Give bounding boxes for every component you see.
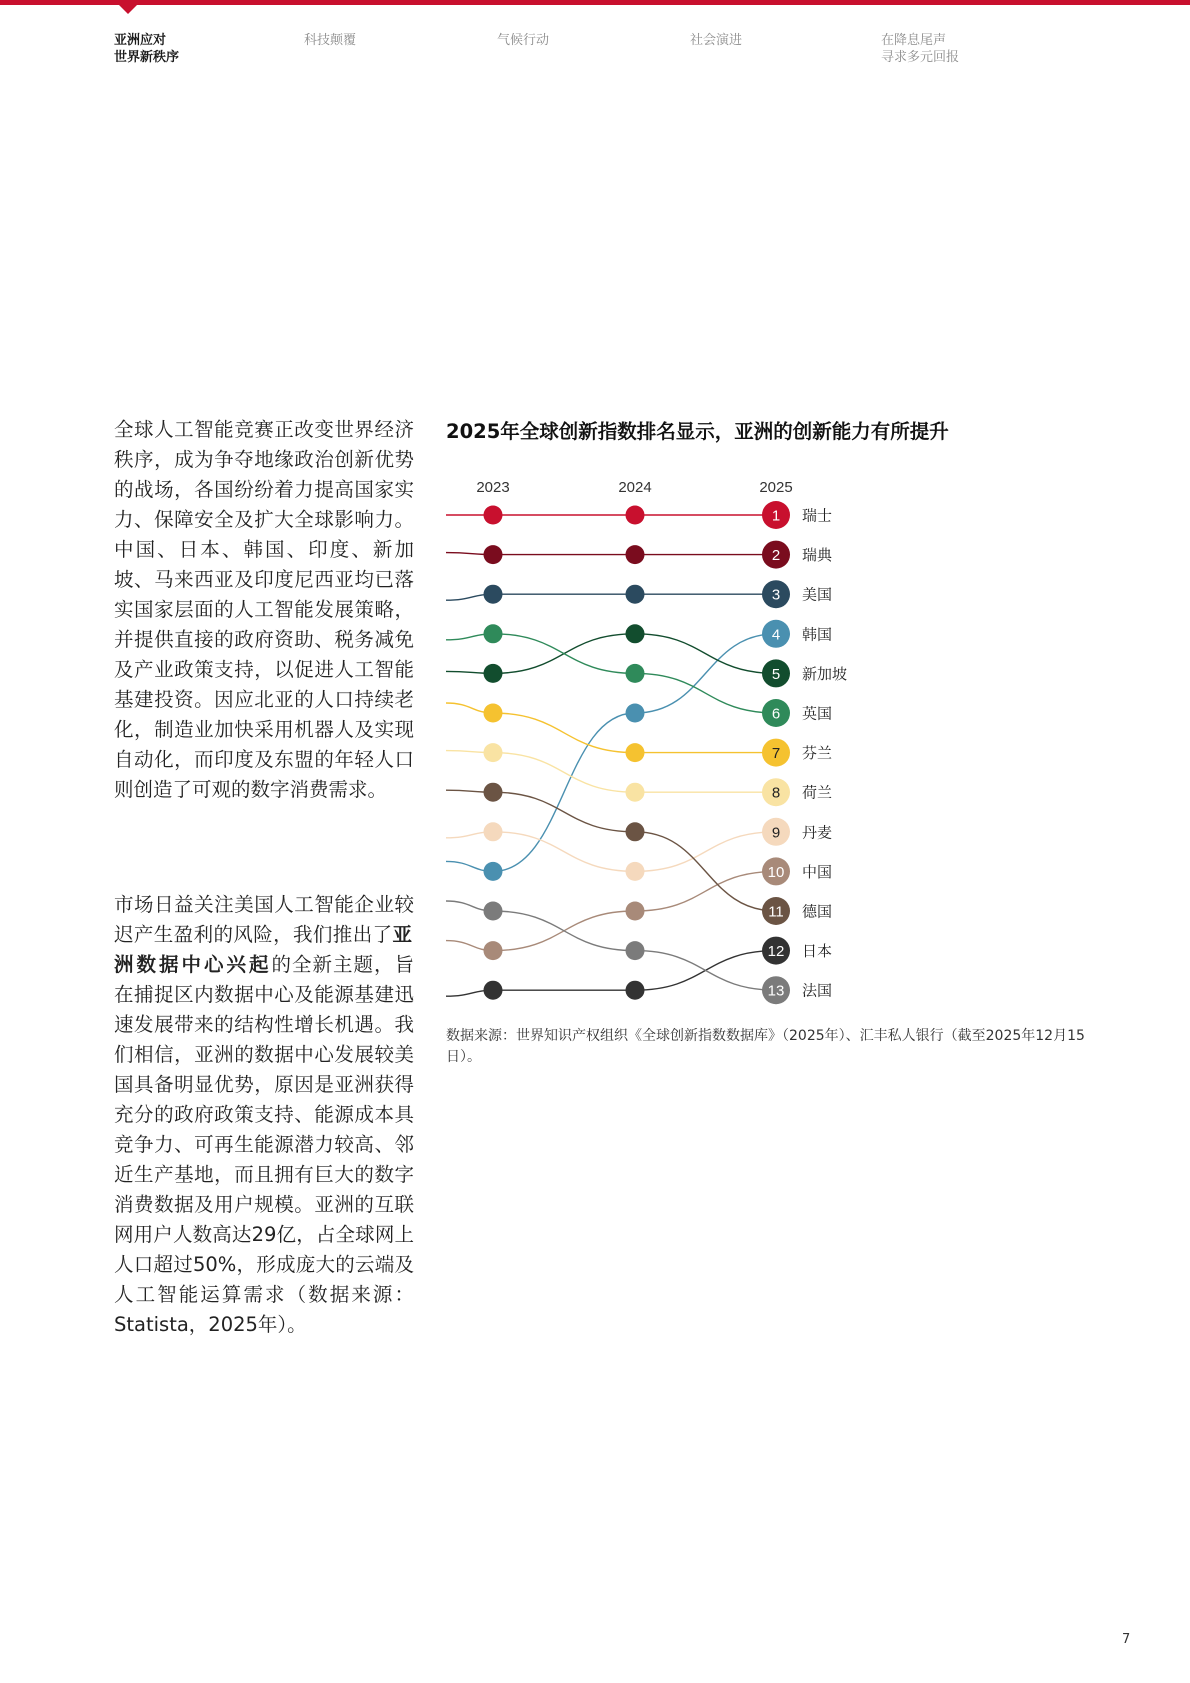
rank-point-4-2023	[484, 862, 503, 881]
chart-source: 数据来源：世界知识产权组织《全球创新指数数据库》（2025年）、汇丰私人银行（截至2025年12月15日）。	[446, 1028, 1085, 1065]
rank-number-13: 13	[767, 982, 785, 1000]
rank-point-10-2023	[484, 941, 503, 960]
rank-point-6-2024	[626, 664, 645, 683]
rank-point-5-2023	[484, 664, 503, 683]
asia-data-center-theme: 亚洲数据中心兴起	[114, 923, 414, 976]
rank-point-12-2023	[484, 981, 503, 1000]
rank-number-4: 4	[771, 626, 781, 644]
rank-number-7: 7	[771, 745, 781, 763]
country-label-1: 瑞士	[802, 506, 833, 525]
country-label-3: 美国	[802, 585, 833, 604]
nav-item-tech-disruption[interactable]: 科技颠覆	[304, 33, 357, 48]
rank-point-9-2024	[626, 862, 645, 881]
rank-point-1-2024	[626, 506, 645, 525]
nav-item-social-evolution[interactable]: 社会演进	[690, 33, 743, 48]
rank-point-8-2023	[484, 743, 503, 762]
rank-point-1-2023	[484, 506, 503, 525]
rank-point-13-2023	[484, 902, 503, 921]
country-label-4: 韩国	[802, 625, 833, 644]
rank-point-4-2024	[626, 704, 645, 723]
rank-number-6: 6	[771, 705, 781, 723]
rank-point-11-2024	[626, 822, 645, 841]
rank-point-11-2023	[484, 783, 503, 802]
page-number: 7	[1122, 1632, 1131, 1647]
rank-point-7-2024	[626, 743, 645, 762]
rank-point-8-2024	[626, 783, 645, 802]
rank-point-2-2023	[484, 545, 503, 564]
rank-point-3-2023	[484, 585, 503, 604]
rank-point-6-2023	[484, 624, 503, 643]
year-label-2023: 2023	[476, 479, 510, 496]
rank-point-2-2024	[626, 545, 645, 564]
country-label-7: 芬兰	[802, 744, 833, 763]
body-paragraph-2-intro: 市场日益关注美国人工智能企业较迟产生盈利的风险，我们推出了	[114, 893, 414, 946]
rank-number-5: 5	[771, 665, 781, 683]
rank-number-12: 12	[767, 943, 785, 961]
country-label-6: 英国	[802, 704, 833, 723]
country-label-11: 德国	[802, 902, 833, 921]
country-label-10: 中国	[802, 862, 833, 881]
rank-number-8: 8	[771, 784, 781, 802]
year-label-2024: 2024	[618, 479, 652, 496]
country-label-2: 瑞典	[802, 546, 833, 565]
year-label-2025: 2025	[759, 479, 793, 496]
country-label-8: 荷兰	[802, 783, 833, 802]
country-label-12: 日本	[802, 942, 833, 961]
nav-item-diversified-returns[interactable]: 在降息尾声 寻求多元回报	[881, 33, 960, 65]
rank-point-7-2023	[484, 704, 503, 723]
chart-title: 2025年全球创新指数排名显示，亚洲的创新能力有所提升	[446, 420, 949, 443]
country-label-9: 丹麦	[802, 823, 833, 842]
rank-point-13-2024	[626, 941, 645, 960]
rank-number-2: 2	[771, 547, 781, 565]
body-paragraph-2-rest: 的全新主题，旨在捕捉区内数据中心及能源基建迅速发展带来的结构性增长机遇。我们相信，亚洲的数据中心发展较美国具备明显优势，原因是亚洲获得充分的政府政策支持、能源成本具竞争力、可再生能源潜力较高、邻近生产基地，而且拥有巨大的数字消费数据及用户规模。亚洲的互联网用户人数高达29亿，占全球网上人口超过50%，形成庞大的云端及人工智能运算需求（数据来源：Statista，2025年）。	[114, 953, 414, 1336]
rank-point-10-2024	[626, 902, 645, 921]
body-paragraph-1: 全球人工智能竞赛正改变世界经济秩序，成为争夺地缘政治创新优势的战场，各国纷纷着力提高国家实力、保障安全及扩大全球影响力。中国、日本、韩国、印度、新加坡、马来西亚及印度尼西亚均已落实国家层面的人工智能发展策略，并提供直接的政府资助、税务减免及产业政策支持，以促进人工智能基建投资。因应北亚的人口持续老化，制造业加快采用机器人及实现自动化，而印度及东盟的年轻人口则创造了可观的数字消费需求。	[114, 418, 414, 801]
country-label-13: 法国	[802, 981, 833, 1000]
rank-point-12-2024	[626, 981, 645, 1000]
rank-number-9: 9	[771, 824, 781, 842]
country-label-5: 新加坡	[802, 664, 848, 683]
rank-line-11	[446, 790, 776, 911]
nav-item-asia-new-order[interactable]: 亚洲应对 世界新秩序	[114, 33, 180, 65]
rank-point-5-2024	[626, 624, 645, 643]
rank-number-1: 1	[771, 507, 781, 525]
rank-number-3: 3	[771, 586, 781, 604]
nav-item-climate-action[interactable]: 气候行动	[497, 33, 550, 48]
rank-number-10: 10	[767, 863, 785, 881]
rank-number-11: 11	[768, 903, 784, 921]
rank-point-9-2023	[484, 822, 503, 841]
rank-point-3-2024	[626, 585, 645, 604]
